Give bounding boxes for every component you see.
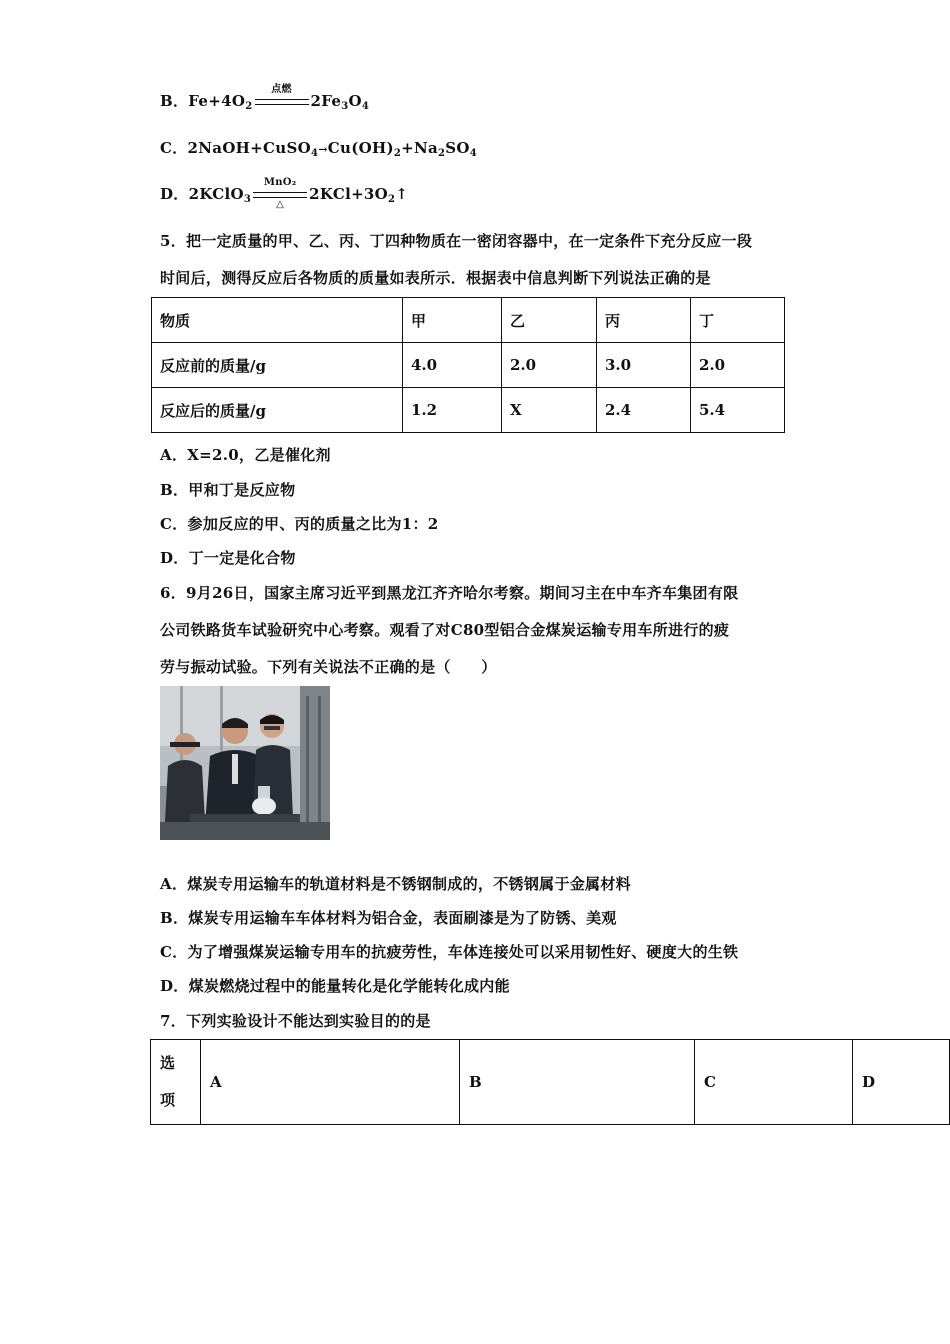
q6-option-a: A．煤炭专用运输车的轨道材料是不锈钢制成的，不锈钢属于金属材料 [160, 875, 631, 893]
table-cell-option-header [151, 1040, 201, 1125]
product-part: SO [445, 139, 470, 157]
q6-stem-line1: 6．9月26日，国家主席习近平到黑龙江齐齐哈尔考察。期间习主在中车齐车集团有限 [160, 584, 739, 602]
table-cell: 物质 [152, 298, 403, 343]
heat-icon: △ [276, 199, 285, 210]
arrow-icon: → [318, 143, 328, 156]
subscript: 2 [245, 101, 253, 112]
product: 2Fe [310, 92, 342, 110]
subscript: 4 [310, 148, 319, 159]
table-cell: 4.0 [403, 343, 502, 388]
q5-stem-line2: 时间后，测得反应后各物质的质量如表所示．根据表中信息判断下列说法正确的是 [160, 269, 711, 287]
table-cell: 丁 [691, 298, 785, 343]
table-header-row [151, 1040, 950, 1125]
reactant: 2KClO [188, 185, 244, 203]
table-cell: 2.4 [597, 388, 691, 433]
header-text: 选 [160, 1054, 176, 1072]
table-cell: 甲 [403, 298, 502, 343]
table-header-row [152, 298, 785, 343]
table-row [152, 388, 785, 433]
table-cell: A [201, 1040, 460, 1125]
table-cell: 反应后的质量/g [152, 388, 403, 433]
option-label: D． [160, 185, 189, 203]
q4-option-d [160, 177, 409, 210]
q4-option-b [160, 84, 370, 112]
q5-option-a: A．X=2.0，乙是催化剂 [160, 446, 331, 464]
q6-option-d: D．煤炭燃烧过程中的能量转化是化学能转化成内能 [160, 977, 510, 995]
subscript: 4 [361, 101, 370, 112]
reactant: 2NaOH+CuSO [187, 139, 311, 157]
catalyst-text: MnO₂ [263, 177, 297, 188]
table-cell: B [460, 1040, 695, 1125]
subscript: 4 [469, 148, 478, 159]
q6-stem-line2: 公司铁路货车试验研究中心考察。观看了对C80型铝合金煤炭运输专用车所进行的疲 [160, 621, 730, 639]
q5-mass-table [151, 297, 785, 433]
subscript: 2 [393, 148, 402, 159]
table-row [152, 343, 785, 388]
equals-sign [253, 192, 307, 198]
reactant: Fe+4O [188, 92, 246, 110]
equals-sign [255, 99, 309, 105]
subscript: 2 [438, 148, 446, 159]
inspection-photo-illustration [160, 686, 330, 840]
table-cell: 乙 [502, 298, 597, 343]
inspection-photo [160, 686, 330, 840]
table-cell: 反应前的质量/g [152, 343, 403, 388]
reaction-condition [255, 84, 309, 109]
q6-stem-line3: 劳与振动试验。下列有关说法不正确的是（ ） [160, 658, 497, 676]
q5-option-d: D．丁一定是化合物 [160, 549, 296, 567]
table-cell: 丙 [597, 298, 691, 343]
q6-option-c: C．为了增强煤炭运输专用车的抗疲劳性，车体连接处可以采用韧性好、硬度大的生铁 [160, 943, 739, 961]
option-label: B． [160, 92, 189, 110]
table-cell: 2.0 [502, 343, 597, 388]
product-part: O [348, 92, 362, 110]
q5-stem-line1: 5．把一定质量的甲、乙、丙、丁四种物质在一密闭容器中，在一定条件下充分反应一段 [160, 232, 753, 250]
table-cell: 5.4 [691, 388, 785, 433]
subscript: 2 [388, 194, 396, 205]
table-cell: C [695, 1040, 853, 1125]
table-cell: 2.0 [691, 343, 785, 388]
q6-option-b: B．煤炭专用运输车车体材料为铝合金，表面刷漆是为了防锈、美观 [160, 909, 617, 927]
q5-option-b: B．甲和丁是反应物 [160, 481, 296, 499]
q7-stem: 7．下列实验设计不能达到实验目的的是 [160, 1012, 431, 1030]
table-cell: 3.0 [597, 343, 691, 388]
q5-option-c: C．参加反应的甲、丙的质量之比为1：2 [160, 515, 439, 533]
q4-option-c [160, 137, 477, 158]
gas-arrow-icon: ↑ [395, 185, 409, 203]
reaction-condition [253, 177, 307, 210]
subscript: 3 [243, 194, 252, 205]
option-label: C． [160, 139, 188, 157]
condition-text: 点燃 [271, 84, 292, 95]
header-text: 项 [160, 1091, 176, 1109]
table-cell: D [853, 1040, 950, 1125]
product: Cu(OH) [327, 139, 394, 157]
product: 2KCl+3O [309, 185, 389, 203]
table-cell: X [502, 388, 597, 433]
table-cell: 1.2 [403, 388, 502, 433]
product: +Na [401, 139, 439, 157]
subscript: 3 [341, 101, 349, 112]
q7-options-table [150, 1039, 950, 1125]
